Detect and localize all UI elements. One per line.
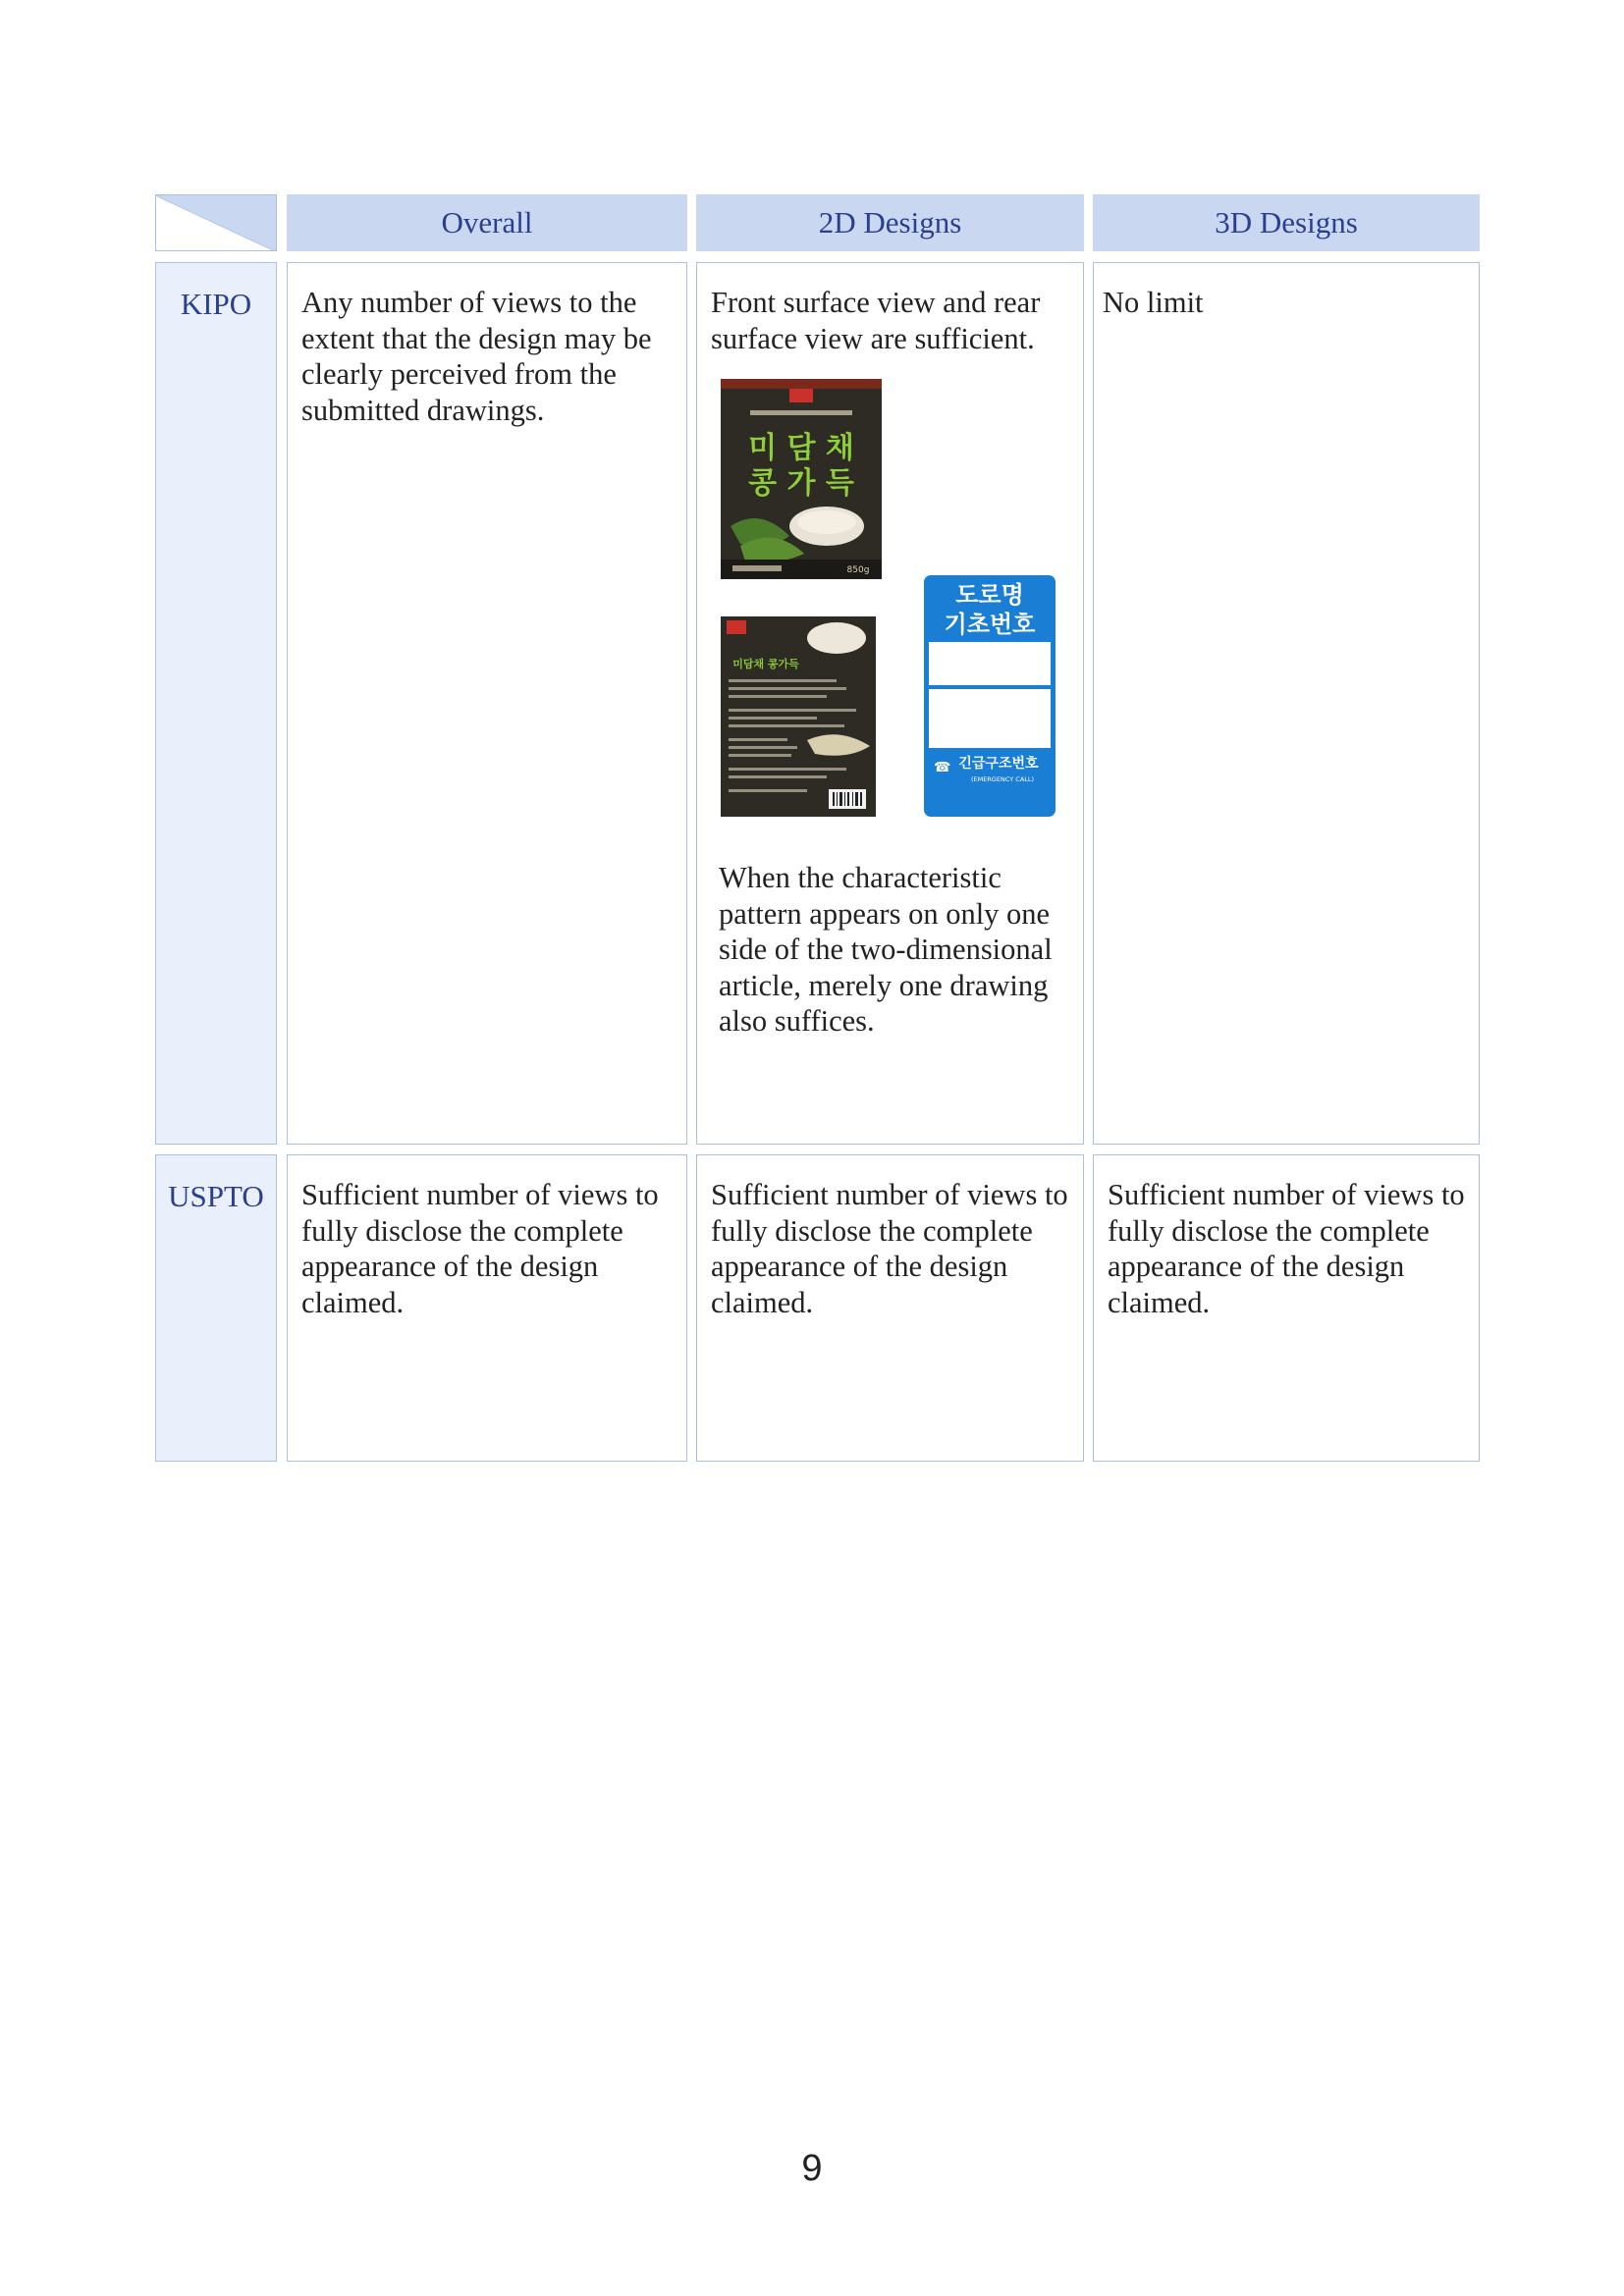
package-front-image xyxy=(721,379,882,579)
kipo-overall-cell xyxy=(287,262,687,1145)
package-front-title-1: 미 담 채 xyxy=(748,431,854,465)
sign-emergency-en: (EMERGENCY CALL) xyxy=(970,775,1035,783)
header-3d-designs: 3D Designs xyxy=(1093,194,1480,251)
header-overall: Overall xyxy=(287,194,687,251)
kipo-2d-note: When the characteristic pattern appears on only one side of the two-dimensional article, merely one drawing also suffices. xyxy=(719,861,1053,1038)
kipo-overall-text: Any number of views to the extent that the design may be clearly perceived from the submitted drawings. xyxy=(301,286,652,427)
uspto-overall-cell xyxy=(287,1154,687,1462)
uspto-3d-cell xyxy=(1093,1154,1480,1462)
sign-title-2: 기초번호 xyxy=(944,611,1036,638)
sign-title-1: 도로명 xyxy=(955,581,1024,609)
kipo-3d-cell xyxy=(1093,262,1480,1145)
page-number: 9 xyxy=(801,2148,823,2189)
table-corner-cell xyxy=(155,194,277,251)
uspto-3d-text: Sufficient number of views to fully disclose the complete appearance of the design claimed. xyxy=(1108,1178,1465,1319)
uspto-overall-text: Sufficient number of views to fully disclose the complete appearance of the design claimed. xyxy=(301,1178,659,1319)
road-address-sign-image xyxy=(924,575,1056,817)
package-back-title: 미담채 콩가득 xyxy=(732,658,799,670)
header-2d-designs: 2D Designs xyxy=(696,194,1084,251)
sign-emergency: 긴급구조번호 xyxy=(958,756,1039,772)
package-front-title-2: 콩 가 득 xyxy=(748,466,854,501)
phone-icon: ☎ xyxy=(934,760,951,775)
diagonal-divider xyxy=(156,195,277,251)
row-label-uspto xyxy=(155,1154,277,1462)
package-back-image xyxy=(721,616,876,817)
row-label-kipo xyxy=(155,262,277,1145)
package-front-weight: 850g xyxy=(846,565,870,575)
kipo-2d-text: Front surface view and rear surface view are sufficient. xyxy=(711,286,1041,355)
uspto-2d-cell xyxy=(696,1154,1084,1462)
row-label-kipo-text: KIPO xyxy=(180,287,252,321)
kipo-2d-cell xyxy=(696,262,1084,1145)
uspto-2d-text: Sufficient number of views to fully disclose the complete appearance of the design claimed. xyxy=(711,1178,1068,1319)
row-label-uspto-text: USPTO xyxy=(168,1179,264,1213)
kipo-3d-text: No limit xyxy=(1103,286,1204,319)
